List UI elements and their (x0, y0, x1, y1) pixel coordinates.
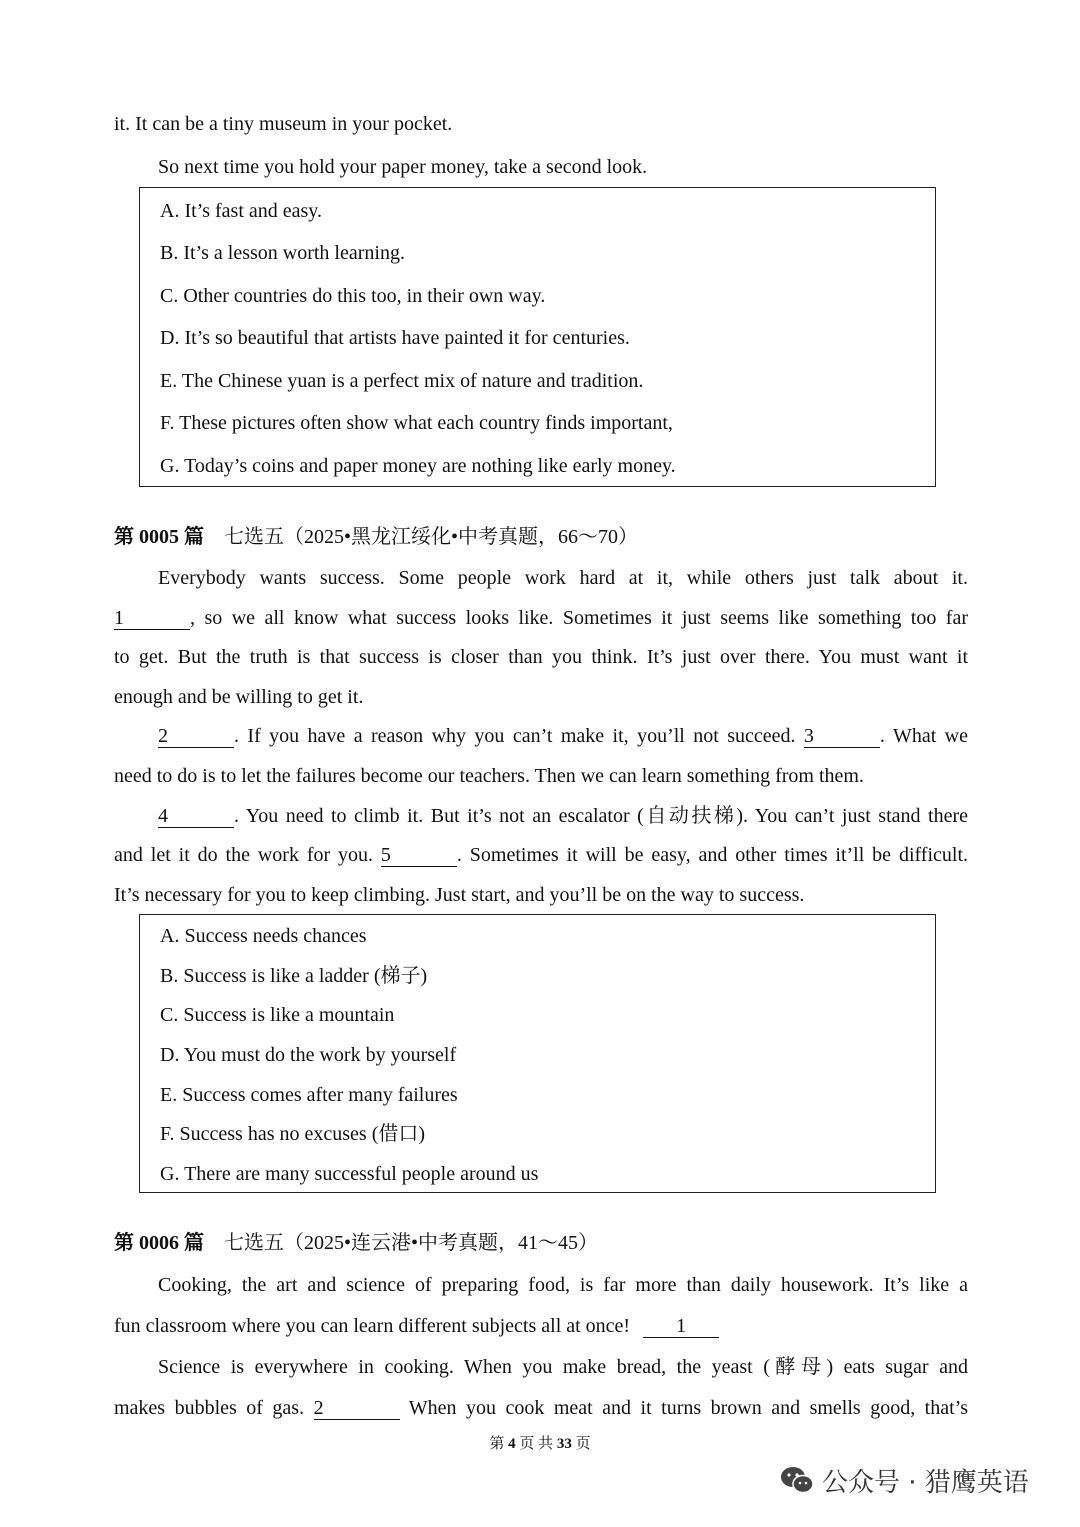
watermark-text: 公众号 · 猎鹰英语 (822, 1467, 1029, 1498)
answer-blank-1[interactable]: 1 (643, 1315, 719, 1338)
option-b: B. It’s a lesson worth learning. (160, 242, 405, 264)
option-e: E. Success comes after many failures (160, 1084, 458, 1106)
text-line: It’s necessary for you to keep climbing. Just start, and you’ll be on the way to success. (114, 884, 805, 906)
answer-blank-2[interactable]: 2 (158, 725, 234, 748)
option-d: D. You must do the work by yourself (160, 1044, 457, 1066)
page-number: 4 (508, 1436, 516, 1452)
option-b: B. Success is like a ladder (梯子) (160, 965, 428, 987)
section-label: 第 0005 篇 (114, 526, 204, 548)
section-label: 第 0006 篇 (114, 1232, 204, 1254)
options-box-1 (139, 187, 936, 487)
text-line: to get. But the truth is that success is closer than you think. It’s just over there. You must want it (114, 646, 968, 668)
section-title: 七选五（2025•连云港•中考真题，41～45） (224, 1232, 599, 1254)
option-d: D. It’s so beautiful that artists have painted it for centuries. (160, 327, 630, 349)
text-line: 2 . If you have a reason why you can’t make it, you’ll not succeed. 3 . What we (158, 725, 968, 747)
text-line: 1 , so we all know what success looks like. Sometimes it just seems like something too far (114, 607, 968, 629)
option-g: G. Today’s coins and paper money are nothing like early money. (160, 455, 676, 477)
section-heading-0006 (114, 1228, 598, 1258)
page-footer: 第 4 页 共 33 页 (489, 1436, 591, 1452)
total-pages: 33 (556, 1436, 572, 1452)
answer-blank-4[interactable]: 4 (158, 805, 234, 828)
option-e: E. The Chinese yuan is a perfect mix of nature and tradition. (160, 370, 644, 392)
text-line: and let it do the work for you. 5 . Sometimes it will be easy, and other times it’ll be difficult. (114, 844, 969, 866)
section-title: 七选五（2025•黑龙江绥化•中考真题，66～70） (224, 526, 639, 548)
answer-blank-2[interactable]: 2 (314, 1397, 400, 1420)
text-line: Everybody wants success. Some people work hard at it, while others just talk about it. (158, 567, 968, 589)
text-line: Science is everywhere in cooking. When you make bread, the yeast (酵母) eats sugar and (158, 1356, 968, 1378)
option-c: C. Success is like a mountain (160, 1004, 395, 1026)
text-line: makes bubbles of gas. 2 When you cook meat and it turns brown and smells good, that’s (114, 1397, 969, 1419)
section-heading-0005 (114, 522, 638, 552)
text-line: 4 . You need to climb it. But it’s not an escalator (自动扶梯). You can’t just stand there (158, 805, 968, 827)
option-a: A. It’s fast and easy. (160, 200, 322, 222)
options-box-2 (139, 914, 936, 1193)
text-line: enough and be willing to get it. (114, 686, 364, 708)
answer-blank-5[interactable]: 5 (381, 844, 457, 867)
answer-blank-3[interactable]: 3 (804, 725, 880, 748)
option-a: A. Success needs chances (160, 925, 367, 947)
option-g: G. There are many successful people around us (160, 1163, 539, 1185)
text-line: So next time you hold your paper money, take a second look. (158, 156, 648, 178)
answer-blank-1[interactable]: 1 (114, 607, 190, 630)
option-f: F. These pictures often show what each country finds important, (160, 412, 673, 434)
text-line: fun classroom where you can learn different subjects all at once! 1 (114, 1312, 719, 1340)
text-line: Cooking, the art and science of preparing food, is far more than daily housework. It’s like a (158, 1274, 968, 1296)
wechat-watermark (780, 1460, 1029, 1500)
option-f: F. Success has no excuses (借口) (160, 1123, 426, 1145)
text-line: it. It can be a tiny museum in your pocket. (114, 113, 453, 135)
wechat-icon (780, 1465, 814, 1495)
text-line: need to do is to let the failures become our teachers. Then we can learn something from them. (114, 765, 864, 787)
option-c: C. Other countries do this too, in their own way. (160, 285, 546, 307)
